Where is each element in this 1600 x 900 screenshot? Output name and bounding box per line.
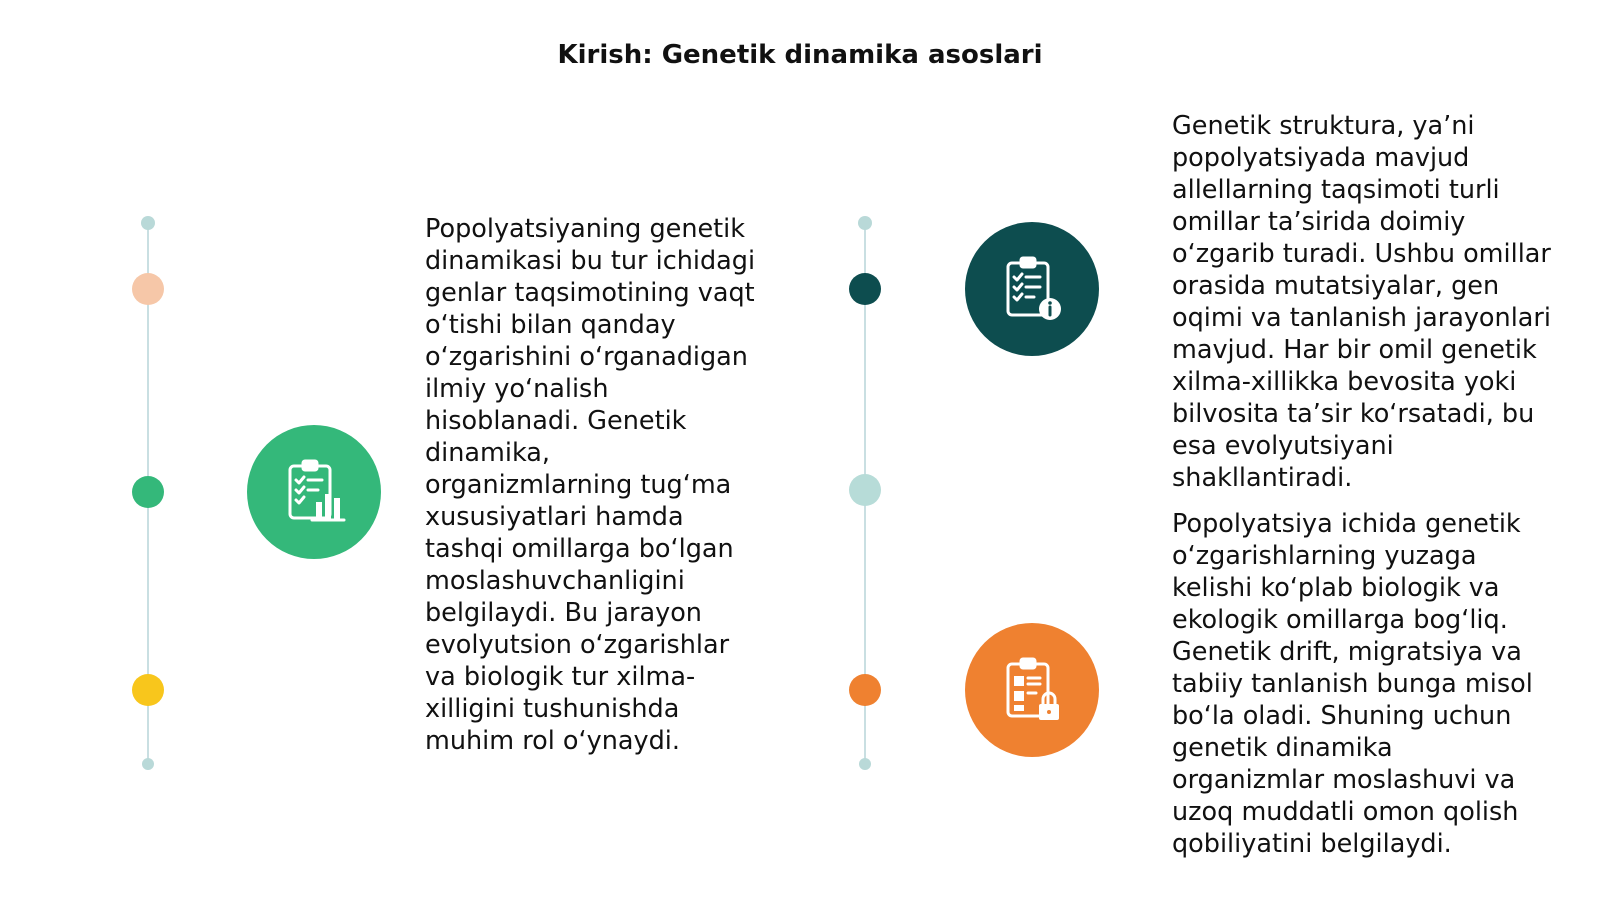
clipboard-info-icon bbox=[996, 253, 1068, 325]
timeline-left-dot-yellow bbox=[132, 674, 164, 706]
timeline-left-top-cap bbox=[141, 216, 155, 230]
clipboard-lock-icon bbox=[996, 654, 1068, 726]
timeline-right-dot-light bbox=[849, 474, 881, 506]
page-title: Kirish: Genetik dinamika asoslari bbox=[557, 40, 1043, 70]
clipboard-info-badge bbox=[965, 222, 1099, 356]
clipboard-lock-badge bbox=[965, 623, 1099, 757]
timeline-right-top-cap bbox=[858, 216, 872, 230]
paragraph-genetic-dynamics: Popolyatsiyaning genetik dinamikasi bu tur ichidagi genlar taqsimotining vaqt o‘tishi bilan qanday o‘zgarishini o‘rganadigan ilmiy yo‘nalish hisoblanadi. Genetik dinamika, organizmlarning tug‘ma xususiyatlari hamda tashqi omillarga bo‘lgan moslashuvchanligini belgilaydi. Bu jarayon evolyutsion o‘zgarishlar va biologik tur xilma-xilligini tushunishda muhim rol o‘ynaydi. bbox=[425, 214, 756, 756]
paragraph-genetic-changes: Popolyatsiya ichida genetik o‘zgarishlarning yuzaga kelishi ko‘plab biologik va ekologik omillarga bog‘liq. Genetik drift, migratsiya va tabiiy tanlanish bunga misol bo‘la oladi. Shuning uchun genetik dinamika organizmlar moslashuvi va uzoq muddatli omon qolish qobiliyatini belgilaydi. bbox=[1172, 509, 1533, 859]
timeline-right-bottom-cap bbox=[859, 758, 871, 770]
paragraph-genetic-structure: Genetik struktura, ya’ni popolyatsiyada mavjud allellarning taqsimoti turli omillar ta’sirida doimiy o‘zgarib turadi. Ushbu omillar orasida mutatsiyalar, gen oqimi va tanlanish jarayonlari mavjud. Har bir omil genetik xilma-xillikka bevosita yoki bilvosita ta’sir ko‘rsatadi, bu esa evolyutsiyani shakllantiradi. bbox=[1172, 111, 1551, 493]
timeline-left-dot-peach bbox=[132, 273, 164, 305]
timeline-left-bottom-cap bbox=[142, 758, 154, 770]
timeline-left-dot-green bbox=[132, 476, 164, 508]
timeline-right-dot-dark bbox=[849, 273, 881, 305]
clipboard-chart-icon bbox=[278, 456, 350, 528]
clipboard-chart-badge bbox=[247, 425, 381, 559]
timeline-right-dot-orange bbox=[849, 674, 881, 706]
